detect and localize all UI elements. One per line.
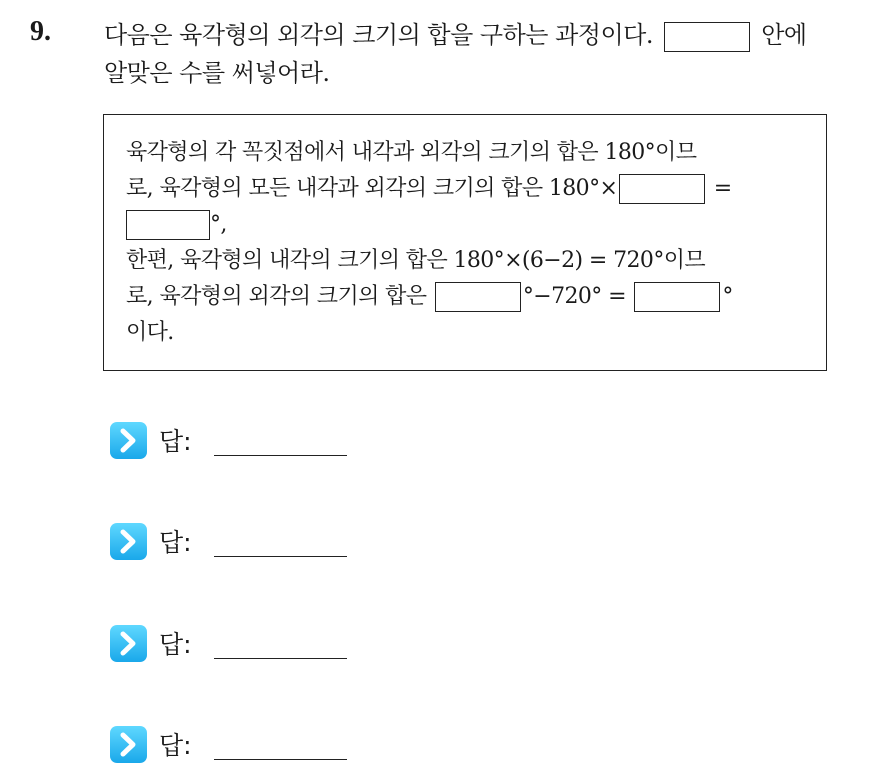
- answer-blank-2[interactable]: [126, 210, 210, 240]
- answer-label: 답:: [159, 630, 192, 659]
- answer-input-line[interactable]: [214, 658, 347, 659]
- answer-blank-3[interactable]: [435, 282, 521, 312]
- box-line-5: [126, 279, 804, 315]
- answer-label: 답:: [159, 427, 192, 456]
- answer-blank-1[interactable]: [619, 174, 705, 204]
- answer-row-1: [110, 422, 410, 472]
- answer-label: 답:: [159, 731, 192, 760]
- box-line-3: [126, 207, 804, 243]
- question-text: 다음은 육각형의 외각의 크기의 합을 구하는 과정이다.: [104, 21, 653, 49]
- box-line-5-middle: °−720° =: [522, 284, 626, 309]
- question-number: 9.: [30, 16, 51, 47]
- degree-comma: °,: [210, 212, 227, 237]
- answer-input-line[interactable]: [214, 759, 347, 760]
- explanation-box: [103, 114, 827, 371]
- question-line-2: 알맞은 수를 써넣어라.: [104, 59, 330, 87]
- chevron-right-icon: [110, 625, 147, 662]
- answer-row-3: [110, 625, 410, 675]
- answer-blank-4[interactable]: [634, 282, 720, 312]
- box-line-4: 한편, 육각형의 내각의 크기의 합은 180°×(6−2) = 720°이므: [126, 248, 706, 273]
- chevron-right-icon: [110, 422, 147, 459]
- answer-input-line[interactable]: [214, 556, 347, 557]
- box-line-2: [126, 171, 804, 207]
- chevron-right-icon: [110, 726, 147, 763]
- box-line-6: 이다.: [126, 320, 174, 345]
- answer-row-2: [110, 523, 410, 573]
- question-text-after: 안에: [761, 21, 807, 49]
- degree-symbol: °: [722, 284, 733, 309]
- question-prompt: [104, 16, 874, 92]
- box-line-1: 육각형의 각 꼭짓점에서 내각과 외각의 크기의 합은 180°이므: [126, 140, 697, 165]
- answer-row-4: [110, 726, 410, 776]
- answer-input-line[interactable]: [214, 455, 347, 456]
- box-line-2-text: 로, 육각형의 모든 내각과 외각의 크기의 합은 180°×: [126, 176, 618, 201]
- box-line-5-text: 로, 육각형의 외각의 크기의 합은: [126, 284, 427, 309]
- answer-label: 답:: [159, 528, 192, 557]
- equals-sign: =: [713, 176, 732, 201]
- question-line-1: [104, 16, 874, 54]
- chevron-right-icon: [110, 523, 147, 560]
- question-blank-box: [664, 22, 750, 52]
